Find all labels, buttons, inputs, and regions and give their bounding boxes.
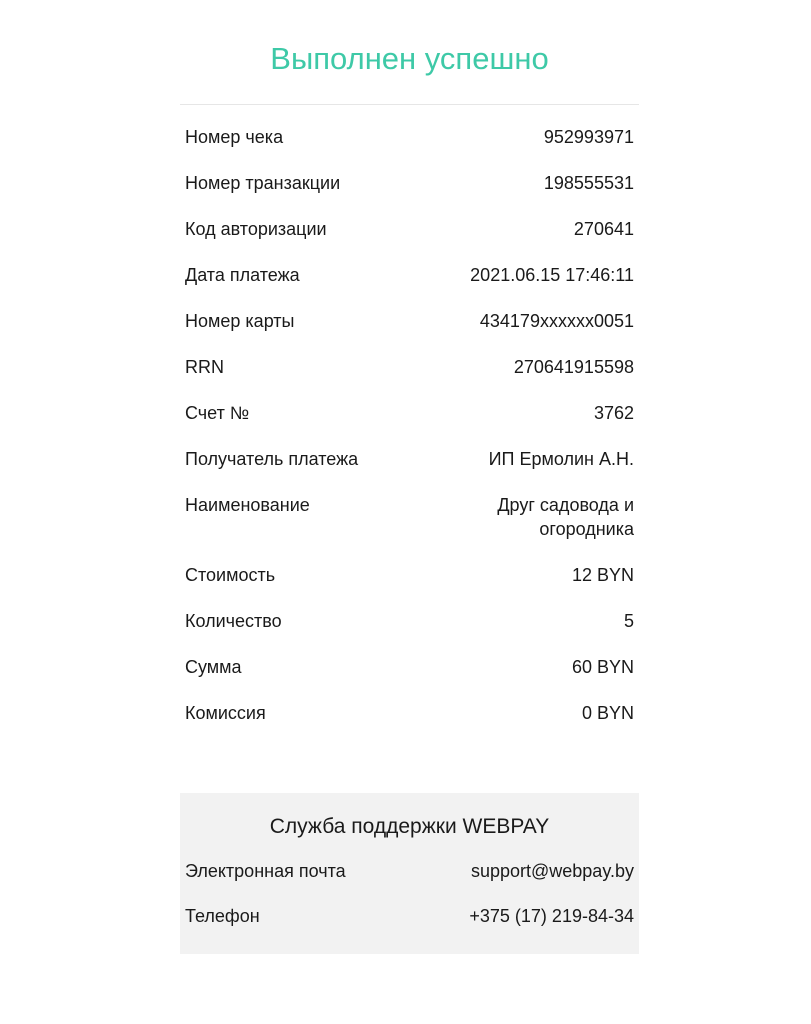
support-panel — [180, 793, 639, 954]
detail-row-invoice-number — [180, 401, 639, 425]
detail-value: 952993971 — [543, 127, 634, 147]
detail-value: Друг садовода и огородника — [497, 495, 634, 539]
detail-value: 0 BYN — [581, 703, 634, 723]
detail-row-card-number — [180, 309, 639, 333]
detail-row-recipient — [180, 447, 639, 471]
detail-label: Комиссия — [185, 703, 266, 723]
detail-label: Номер чека — [185, 127, 284, 147]
detail-row-price — [180, 563, 639, 587]
detail-label: Наименование — [185, 495, 310, 515]
detail-value: 60 BYN — [571, 657, 634, 677]
detail-row-transaction-number — [180, 171, 639, 195]
detail-label: Счет № — [185, 403, 250, 423]
detail-row-rrn — [180, 355, 639, 379]
detail-label: Номер транзакции — [185, 173, 341, 193]
detail-value: 434179xxxxxx0051 — [479, 311, 634, 331]
support-title: Служба поддержки WEBPAY — [269, 815, 550, 838]
detail-value: 270641 — [573, 219, 634, 239]
receipt-details — [180, 105, 639, 725]
detail-row-item-name — [180, 493, 639, 541]
detail-value: ИП Ермолин А.Н. — [488, 449, 634, 469]
detail-label: RRN — [185, 357, 224, 377]
detail-value: 2021.06.15 17:46:11 — [470, 265, 634, 285]
detail-label: Получатель платежа — [185, 449, 359, 469]
detail-label: Номер карты — [185, 311, 295, 331]
support-email-label: Электронная почта — [185, 861, 346, 881]
detail-label: Сумма — [185, 657, 242, 677]
detail-value: 198555531 — [543, 173, 634, 193]
detail-row-total — [180, 655, 639, 679]
detail-value: 5 — [623, 611, 634, 631]
detail-value: 270641915598 — [513, 357, 634, 377]
detail-label: Стоимость — [185, 565, 276, 585]
support-phone-link[interactable]: +375 (17) 219-84-34 — [469, 906, 634, 926]
detail-row-receipt-number — [180, 125, 639, 149]
support-row-phone — [180, 904, 639, 928]
receipt — [180, 0, 639, 747]
detail-label: Дата платежа — [185, 265, 300, 285]
detail-value: 12 BYN — [571, 565, 634, 585]
detail-label: Количество — [185, 611, 282, 631]
detail-row-payment-date — [180, 263, 639, 287]
detail-row-quantity — [180, 609, 639, 633]
detail-row-commission — [180, 701, 639, 725]
detail-row-auth-code — [180, 217, 639, 241]
support-email-link[interactable]: support@webpay.by — [470, 861, 634, 881]
detail-value: 3762 — [593, 403, 634, 423]
detail-label: Код авторизации — [185, 219, 327, 239]
support-phone-label: Телефон — [185, 906, 260, 926]
support-row-email — [180, 859, 639, 883]
status-title: Выполнен успешно — [270, 41, 549, 76]
